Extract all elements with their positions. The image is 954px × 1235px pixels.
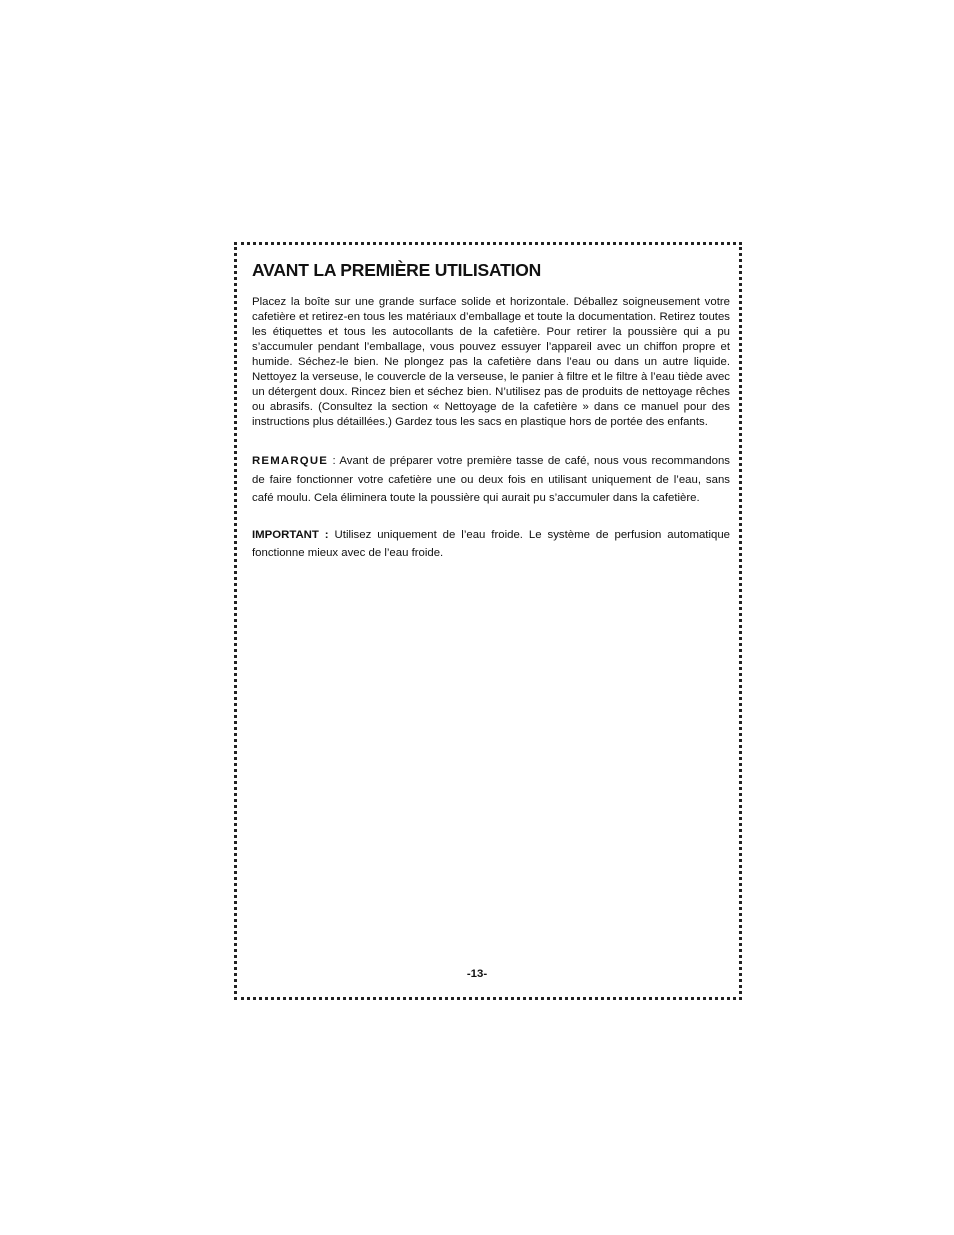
important-text: Utilisez uniquement de l’eau froide. Le système de perfusion automatique fonctionne mieux avec de l’eau froide. [252, 528, 730, 559]
page-content [252, 258, 730, 563]
important-note [252, 526, 730, 563]
remarque-note [252, 452, 730, 508]
page-number: -13- [466, 968, 488, 980]
important-label: IMPORTANT : [252, 528, 329, 541]
remarque-text: : Avant de préparer votre première tasse de café, nous vous recommandons de faire fonctionner votre cafetière une ou deux fois en utilisant uniquement de l’eau, sans café moulu. Cela éliminera toute la poussière qui aurait pu s’accumuler dans la cafetière. [252, 455, 730, 504]
intro-paragraph: Placez la boîte sur une grande surface solide et horizontale. Déballez soigneusement votre cafetière et retirez-en tous les matériaux d’emballage et toute la documentation. Retirez toutes les étiquettes et tous les autocollants de la cafetière. Pour retirer la poussière qui a pu s’accumuler pendant l’emballage, vous pouvez essuyer l’appareil avec un chiffon propre et humide. Séchez-le bien. Ne plongez pas la cafetière dans l’eau ou dans un autre liquide. Nettoyez la verseuse, le couvercle de la verseuse, le panier à filtre et le filtre à l’eau tiède avec un détergent doux. Rincez bien et séchez bien. N’utilisez pas de produits de nettoyage rêches ou abrasifs. (Consultez la section « Nettoyage de la cafetière » dans ce manuel pour des instructions plus détaillées.) Gardez tous les sacs en plastique hors de portée des enfants. [252, 296, 730, 428]
remarque-label: REMARQUE [252, 455, 329, 467]
section-title: AVANT LA PREMIÈRE UTILISATION [252, 260, 542, 280]
